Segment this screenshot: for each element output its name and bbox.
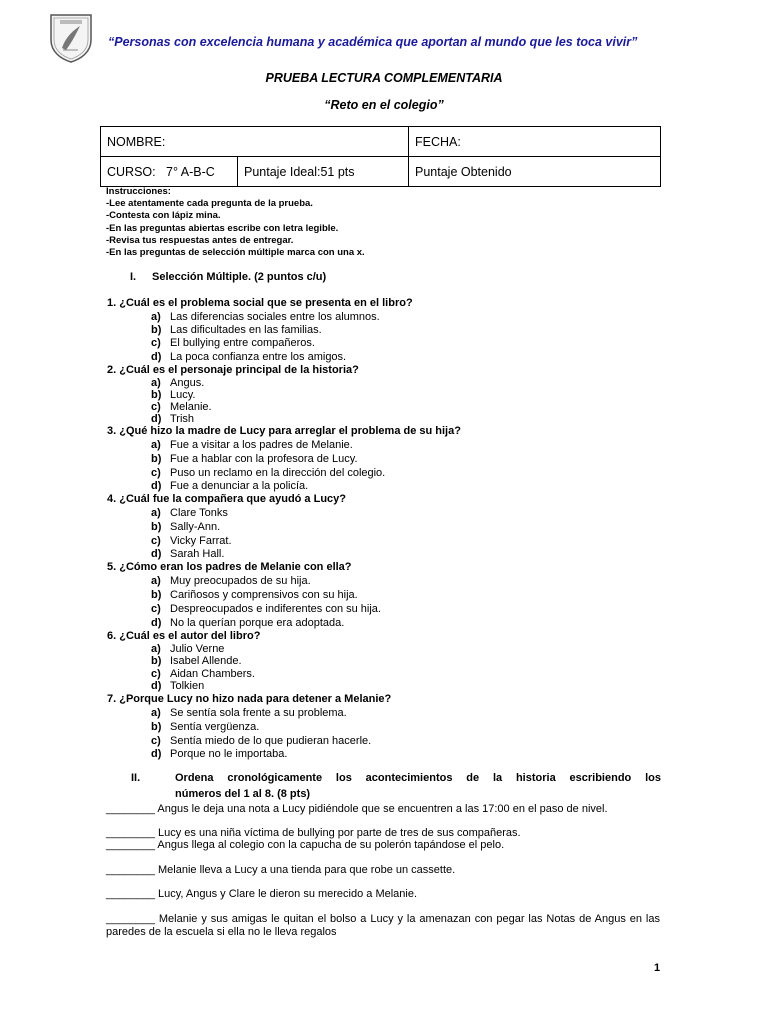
option-3b[interactable]: b) Fue a hablar con la profesora de Lucy.	[151, 453, 358, 465]
name-label: NOMBRE:	[107, 134, 166, 149]
course-value: 7° A-B-C	[166, 164, 215, 179]
option-4c[interactable]: c) Vicky Farrat.	[151, 535, 232, 547]
question-7: 7. ¿Porque Lucy no hizo nada para detener a Melanie?	[107, 693, 392, 705]
ideal-score-cell	[238, 157, 409, 187]
order-item-3[interactable]: ________ Angus llega al colegio con la capucha de su polerón tapándose el pelo.	[106, 839, 505, 851]
option-1d[interactable]: d) La poca confianza entre los amigos.	[151, 351, 347, 363]
question-4: 4. ¿Cuál fue la compañera que ayudó a Lucy?	[107, 493, 347, 505]
option-7b[interactable]: b) Sentía vergüenza.	[151, 721, 260, 733]
option-6d[interactable]: d) Tolkien	[151, 680, 205, 692]
order-item-4[interactable]: ________ Melanie lleva a Lucy a una tienda para que robe un cassette.	[106, 864, 456, 876]
section-1-number: I.	[130, 271, 137, 283]
course-field[interactable]	[101, 157, 238, 187]
instructions-block	[106, 186, 365, 259]
page-number: 1	[654, 962, 661, 974]
option-4b[interactable]: b) Sally-Ann.	[151, 521, 221, 533]
school-logo	[48, 12, 94, 64]
instruction-item: -Lee atentamente cada pregunta de la prueba.	[106, 198, 313, 210]
school-motto: “Personas con excelencia humana y académica que aportan al mundo que les toca vivir”	[108, 35, 638, 49]
option-7c[interactable]: c) Sentía miedo de lo que pudieran hacerle.	[151, 735, 372, 747]
section-2-title-line1: Ordena cronológicamente los acontecimientos de la historia escribiendo los	[175, 772, 661, 784]
date-field[interactable]	[409, 127, 661, 157]
option-3d[interactable]: d) Fue a denunciar a la policía.	[151, 480, 309, 492]
name-field[interactable]	[101, 127, 409, 157]
order-item-2[interactable]: ________ Lucy es una niña víctima de bullying por parte de tres de sus compañeras.	[106, 827, 521, 839]
student-info-table	[100, 126, 661, 187]
ideal-score: Puntaje Ideal:51 pts	[244, 164, 355, 179]
section-2-title-line2: números del 1 al 8. (8 pts)	[175, 788, 311, 800]
option-1a[interactable]: a) Las diferencias sociales entre los alumnos.	[151, 311, 380, 323]
section-2-number: II.	[131, 772, 141, 784]
date-label: FECHA:	[415, 134, 461, 149]
obtained-score-field[interactable]	[409, 157, 661, 187]
order-item-6[interactable]: ________ Melanie y sus amigas le quitan el bolso a Lucy y la amenazan con pegar las Notas de Angus en las paredes de la escuela si ella no le lleva regalos	[106, 913, 660, 938]
option-7a[interactable]: a) Se sentía sola frente a su problema.	[151, 707, 347, 719]
option-6a[interactable]: a) Julio Verne	[151, 643, 225, 655]
option-5a[interactable]: a) Muy preocupados de su hija.	[151, 575, 311, 587]
question-5: 5. ¿Cómo eran los padres de Melanie con ella?	[107, 561, 352, 573]
option-7d[interactable]: d) Porque no le importaba.	[151, 748, 288, 760]
option-1b[interactable]: b) Las dificultades en las familias.	[151, 324, 322, 336]
instruction-item: -Revisa tus respuestas antes de entregar.	[106, 234, 294, 246]
option-1c[interactable]: c) El bullying entre compañeros.	[151, 337, 315, 349]
question-6: 6. ¿Cuál es el autor del libro?	[107, 630, 261, 642]
book-title: “Reto en el colegio”	[324, 98, 444, 112]
course-label: CURSO:	[107, 164, 156, 179]
test-title: PRUEBA LECTURA COMPLEMENTARIA	[265, 71, 503, 85]
option-5b[interactable]: b) Cariñosos y comprensivos con su hija.	[151, 589, 358, 601]
instruction-item: -En las preguntas de selección múltiple marca con una x.	[106, 247, 365, 259]
option-2c[interactable]: c) Melanie.	[151, 401, 212, 413]
order-item-1[interactable]: ________ Angus le deja una nota a Lucy pidiéndole que se encuentren a las 17:00 en el paso de nivel.	[106, 803, 608, 815]
question-3: 3. ¿Qué hizo la madre de Lucy para arreglar el problema de su hija?	[107, 425, 461, 437]
question-1: 1. ¿Cuál es el problema social que se presenta en el libro?	[107, 297, 413, 309]
option-4a[interactable]: a) Clare Tonks	[151, 507, 228, 519]
option-2d[interactable]: d) Trish	[151, 413, 195, 425]
option-4d[interactable]: d) Sarah Hall.	[151, 548, 225, 560]
obtained-score-label: Puntaje Obtenido	[415, 164, 512, 179]
option-2a[interactable]: a) Angus.	[151, 377, 205, 389]
instructions-heading: Instrucciones:	[106, 186, 171, 197]
option-5c[interactable]: c) Despreocupados e indiferentes con su hija.	[151, 603, 381, 615]
instruction-item: -En las preguntas abiertas escribe con letra legible.	[106, 222, 339, 234]
option-2b[interactable]: b) Lucy.	[151, 389, 196, 401]
order-item-5[interactable]: ________ Lucy, Angus y Clare le dieron su merecido a Melanie.	[106, 888, 418, 900]
option-3a[interactable]: a) Fue a visitar a los padres de Melanie.	[151, 439, 353, 451]
section-1-title: Selección Múltiple. (2 puntos c/u)	[152, 271, 327, 283]
option-5d[interactable]: d) No la querían porque era adoptada.	[151, 617, 345, 629]
option-6c[interactable]: c) Aidan Chambers.	[151, 668, 255, 680]
option-3c[interactable]: c) Puso un reclamo en la dirección del colegio.	[151, 467, 386, 479]
option-6b[interactable]: b) Isabel Allende.	[151, 655, 242, 667]
question-2: 2. ¿Cuál es el personaje principal de la historia?	[107, 364, 359, 376]
instruction-item: -Contesta con lápiz mina.	[106, 210, 221, 222]
